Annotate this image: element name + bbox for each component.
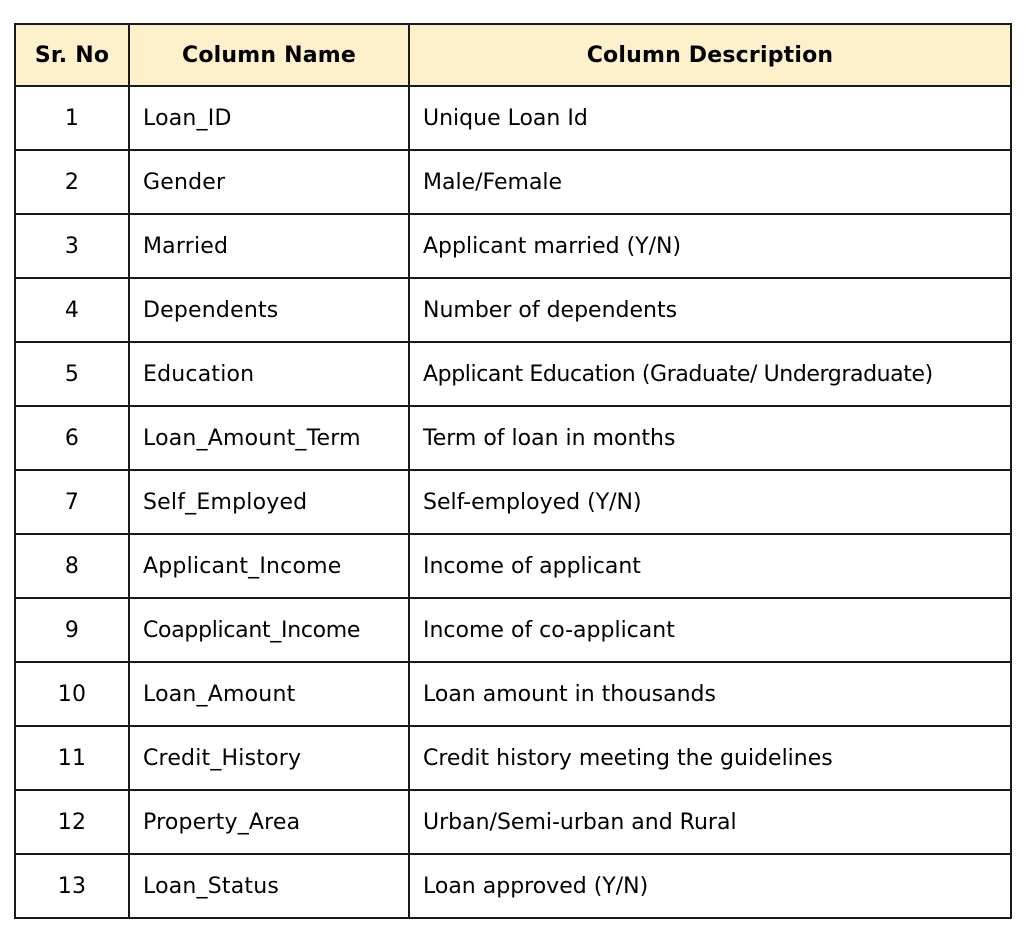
- table-row: [15, 534, 1011, 598]
- row-number: 4: [15, 278, 129, 342]
- row-number: 5: [15, 342, 129, 406]
- row-column-description: Male/Female: [409, 150, 1011, 214]
- table-row: [15, 86, 1011, 150]
- row-column-description: Number of dependents: [409, 278, 1011, 342]
- row-column-name: Coapplicant_Income: [129, 598, 409, 662]
- data-dictionary-table: [14, 23, 1012, 919]
- table-row: [15, 214, 1011, 278]
- row-column-name: Loan_Status: [129, 854, 409, 918]
- row-column-description: Unique Loan Id: [409, 86, 1011, 150]
- row-column-name: Gender: [129, 150, 409, 214]
- row-number: 8: [15, 534, 129, 598]
- row-column-description: Term of loan in months: [409, 406, 1011, 470]
- row-number: 1: [15, 86, 129, 150]
- row-column-name: Credit_History: [129, 726, 409, 790]
- row-column-description: Credit history meeting the guidelines: [409, 726, 1011, 790]
- row-column-description: Urban/Semi-urban and Rural: [409, 790, 1011, 854]
- row-column-description: Loan approved (Y/N): [409, 854, 1011, 918]
- table-row: [15, 726, 1011, 790]
- table-row: [15, 598, 1011, 662]
- row-column-description: Self-employed (Y/N): [409, 470, 1011, 534]
- row-number: 10: [15, 662, 129, 726]
- row-number: 2: [15, 150, 129, 214]
- row-number: 9: [15, 598, 129, 662]
- table-row: [15, 278, 1011, 342]
- row-column-name: Dependents: [129, 278, 409, 342]
- table-header-row: [15, 24, 1011, 86]
- row-column-name: Loan_Amount_Term: [129, 406, 409, 470]
- header-column-name: Column Name: [129, 24, 409, 86]
- row-number: 6: [15, 406, 129, 470]
- table-header: [15, 24, 1011, 86]
- row-number: 7: [15, 470, 129, 534]
- header-column-description: Column Description: [409, 24, 1011, 86]
- row-column-description: Income of applicant: [409, 534, 1011, 598]
- row-column-name: Self_Employed: [129, 470, 409, 534]
- row-number: 13: [15, 854, 129, 918]
- header-sr-no: Sr. No: [15, 24, 129, 86]
- row-number: 12: [15, 790, 129, 854]
- row-column-name: Loan_Amount: [129, 662, 409, 726]
- table-body: [15, 86, 1011, 918]
- row-column-name: Loan_ID: [129, 86, 409, 150]
- row-column-description: Applicant married (Y/N): [409, 214, 1011, 278]
- table-row: [15, 150, 1011, 214]
- table-row: [15, 662, 1011, 726]
- row-column-name: Property_Area: [129, 790, 409, 854]
- row-column-name: Married: [129, 214, 409, 278]
- row-number: 11: [15, 726, 129, 790]
- table-row: [15, 406, 1011, 470]
- table-row: [15, 470, 1011, 534]
- row-column-name: Education: [129, 342, 409, 406]
- row-column-name: Applicant_Income: [129, 534, 409, 598]
- table-row: [15, 854, 1011, 918]
- row-number: 3: [15, 214, 129, 278]
- table-row: [15, 790, 1011, 854]
- row-column-description: Income of co-applicant: [409, 598, 1011, 662]
- table-row: [15, 342, 1011, 406]
- row-column-description: Loan amount in thousands: [409, 662, 1011, 726]
- row-column-description: Applicant Education (Graduate/ Undergraduate): [409, 342, 1011, 406]
